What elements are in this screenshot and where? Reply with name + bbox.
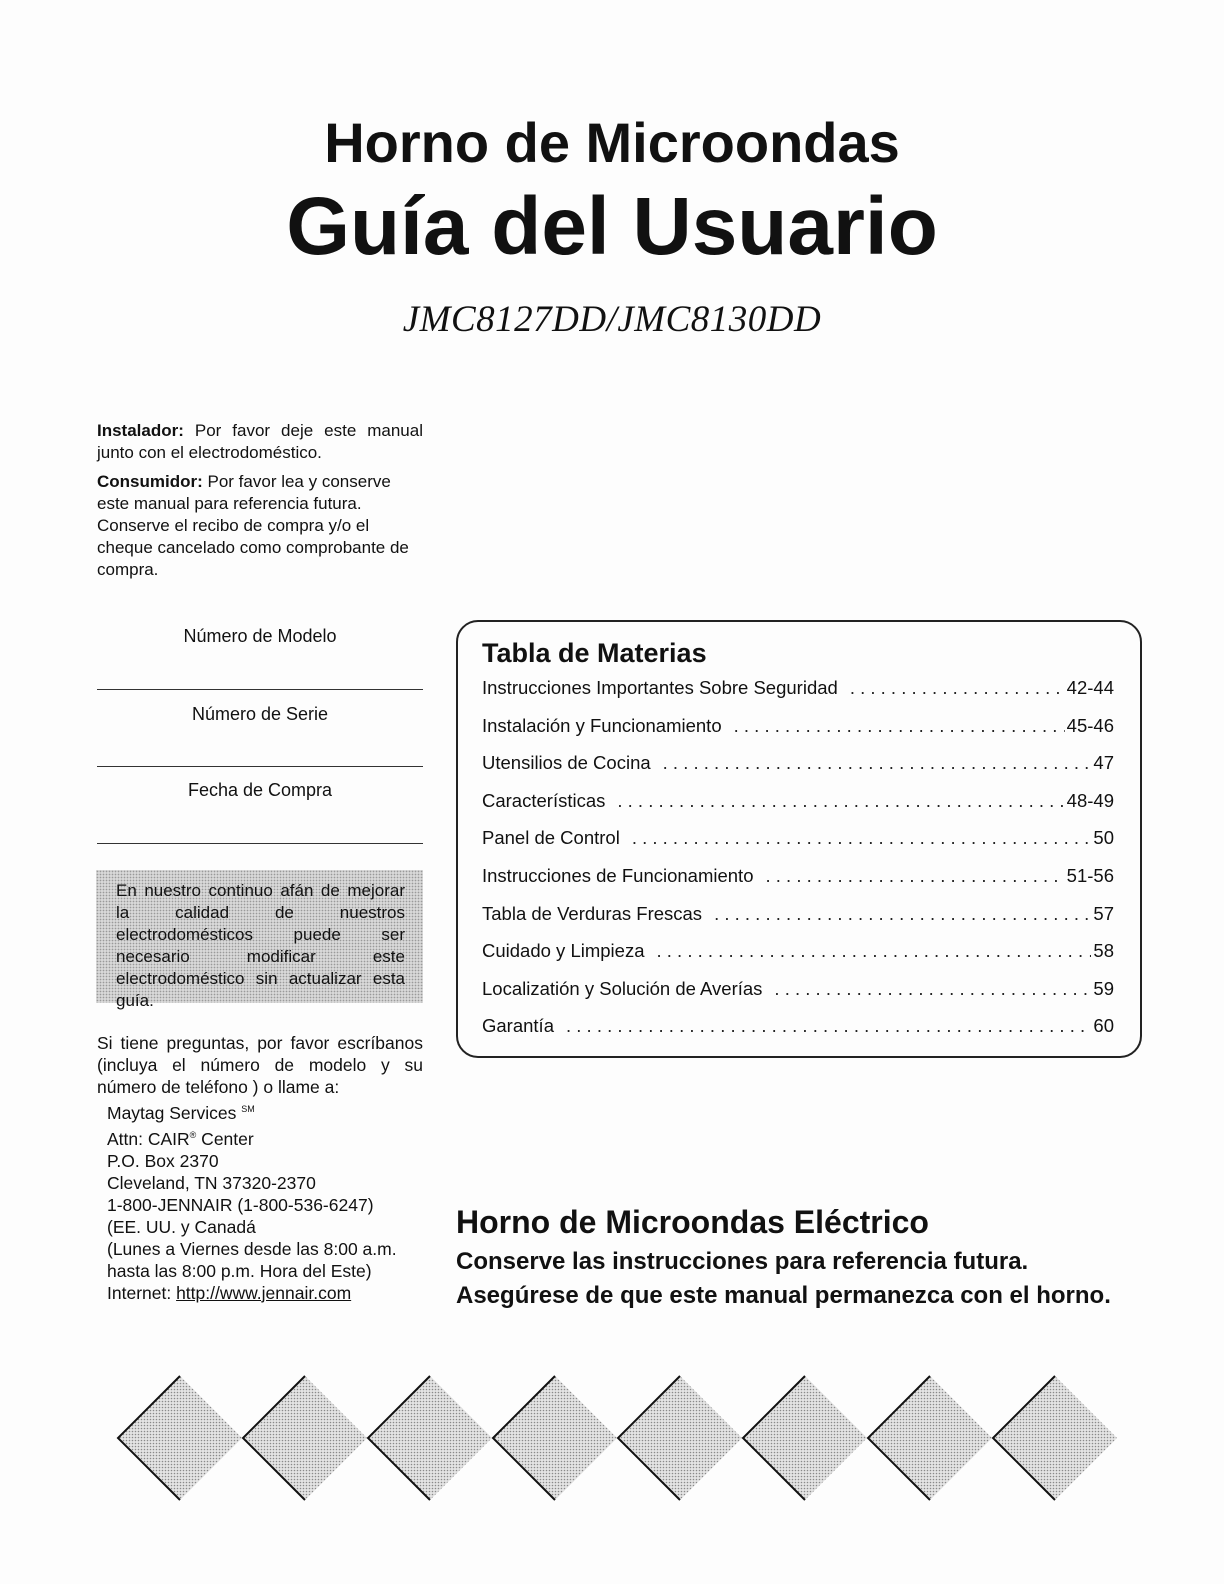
contact-attn: Attn: CAIR® Center (107, 1128, 254, 1149)
table-of-contents (456, 620, 1142, 1058)
toc-leader-dots (774, 978, 1091, 1000)
purchase-date-label: Fecha de Compra (187, 780, 333, 800)
toc-entry-label: Instalación y Funcionamiento (482, 714, 722, 736)
purchase-date-line (97, 843, 423, 844)
website-link[interactable]: http://www.jennair.com (176, 1282, 352, 1303)
toc-leader-dots (714, 903, 1091, 925)
toc-leader-dots (850, 677, 1065, 699)
footer-instruction-2: Asegúrese de que este manual permanezca con el horno. (456, 1282, 1111, 1309)
toc-entry-pages: 45-46 (1066, 714, 1114, 736)
toc-entry-pages: 59 (1093, 977, 1114, 999)
improvement-notice: En nuestro continuo afán de mejorar la calidad de nuestros electrodomésticos puede ser necesario modificar este electrodoméstico sin actualizar esta guía. (96, 870, 423, 1003)
diamond-shape (618, 1376, 742, 1500)
toc-leader-dots (765, 865, 1064, 887)
toc-entry-pages: 51-56 (1066, 864, 1114, 886)
toc-entry (482, 677, 1114, 715)
model-number-line (97, 689, 423, 690)
installer-text: Por favor deje este manual junto con el electrodoméstico. (97, 421, 423, 462)
installer-label: Instalador: (97, 421, 184, 440)
contact-address (107, 1098, 423, 1304)
footer-instruction-1: Conserve las instrucciones para referencia futura. (456, 1248, 1029, 1275)
toc-leader-dots (656, 940, 1091, 962)
toc-entry-pages: 42-44 (1066, 677, 1114, 698)
toc-entry-label: Panel de Control (482, 827, 620, 849)
toc-list (482, 677, 1114, 1053)
toc-entry (482, 790, 1114, 828)
toc-leader-dots (632, 827, 1092, 849)
toc-entry (482, 903, 1114, 941)
diamond-shape (118, 1376, 242, 1500)
toc-title: Tabla de Materias (482, 638, 707, 668)
toc-entry-label: Instrucciones Importantes Sobre Seguridad (482, 677, 838, 698)
toc-leader-dots (617, 790, 1064, 812)
model-number-label: Número de Modelo (183, 626, 337, 646)
contact-po-box: P.O. Box 2370 (107, 1150, 219, 1171)
diamond-shape (868, 1376, 992, 1500)
diamond-border-decoration (110, 1370, 1130, 1505)
toc-entry-label: Tabla de Verduras Frescas (482, 902, 703, 924)
contact-hours: (Lunes a Viernes desde las 8:00 a.m. hasta las 8:00 p.m. Hora del Este) (107, 1238, 397, 1281)
consumer-text: Por favor lea y conserve este manual para referencia futura. Conserve el recibo de compra y/o el cheque cancelado como comprobante de compra. (97, 472, 409, 579)
contact-company: Maytag Services ℠ (107, 1102, 255, 1123)
diamond-shape (743, 1376, 867, 1500)
toc-entry-pages: 60 (1093, 1015, 1114, 1037)
toc-entry-pages: 57 (1093, 902, 1114, 924)
footer-title: Horno de Microondas Eléctrico (456, 1204, 929, 1240)
toc-entry (482, 1015, 1114, 1053)
toc-leader-dots (734, 715, 1065, 737)
model-numbers: JMC8127DD/JMC8130DD (402, 299, 822, 340)
toc-entry-pages: 48-49 (1066, 789, 1114, 811)
toc-entry (482, 940, 1114, 978)
toc-leader-dots (566, 1015, 1091, 1037)
toc-leader-dots (663, 752, 1092, 774)
contact-phone[interactable]: 1-800-JENNAIR (1-800-536-6247) (107, 1194, 374, 1215)
serial-number-line (97, 766, 423, 767)
toc-entry (482, 865, 1114, 903)
toc-entry-label: Cuidado y Limpieza (482, 940, 645, 962)
contact-intro: Si tiene preguntas, por favor escríbanos (incluya el número de modelo y su número de teléfono ) o llame a: (97, 1033, 423, 1097)
consumer-label: Consumidor: (97, 472, 203, 491)
toc-entry (482, 752, 1114, 790)
serial-number-label: Número de Serie (191, 704, 329, 724)
toc-entry-label: Utensilios de Cocina (482, 752, 651, 774)
toc-entry-label: Localizatión y Solución de Averías (482, 977, 763, 999)
toc-entry-pages: 58 (1093, 940, 1114, 962)
contact-city: Cleveland, TN 37320-2370 (107, 1172, 316, 1193)
diamond-shape (368, 1376, 492, 1500)
contact-internet: Internet: http://www.jennair.com (107, 1282, 352, 1303)
contact-region: (EE. UU. y Canadá (107, 1216, 256, 1237)
installer-note (97, 420, 423, 464)
document-subtitle: Guía del Usuario (286, 181, 938, 272)
toc-entry-pages: 50 (1093, 827, 1114, 849)
toc-entry (482, 827, 1114, 865)
toc-entry-label: Instrucciones de Funcionamiento (482, 864, 754, 886)
toc-entry (482, 978, 1114, 1016)
document-title: Horno de Microondas (324, 111, 900, 174)
toc-entry (482, 715, 1114, 753)
toc-entry-label: Características (482, 789, 606, 811)
diamond-shape (493, 1376, 617, 1500)
diamond-shape (993, 1376, 1117, 1500)
toc-entry-label: Garantía (482, 1015, 554, 1037)
toc-entry-pages: 47 (1093, 752, 1114, 774)
consumer-note (97, 471, 423, 581)
diamond-shape (243, 1376, 367, 1500)
